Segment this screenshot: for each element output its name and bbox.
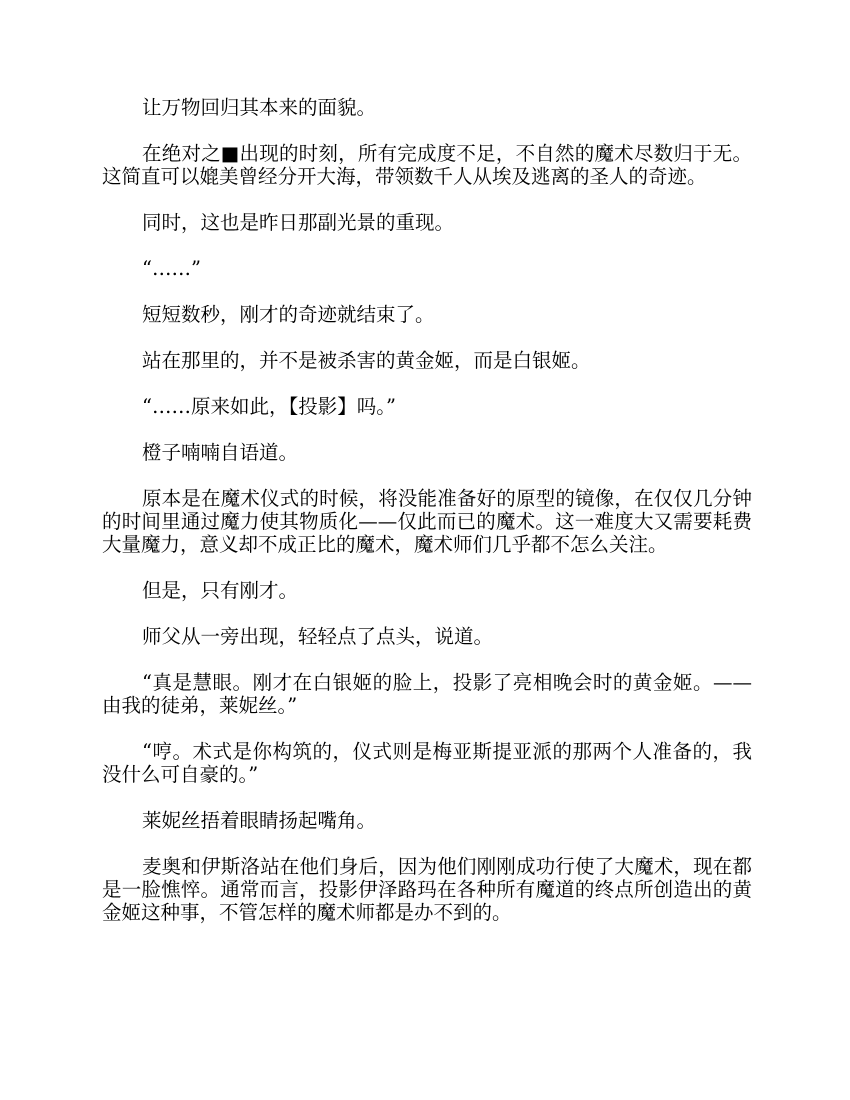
paragraph: “……” [142, 257, 201, 280]
paragraph: 同时，这也是昨日那副光景的重现。 [142, 211, 455, 234]
paragraph: 麦奥和伊斯洛站在他们身后，因为他们刚刚成功行使了大魔术，现在都是一脸憔悴。通常而言，投影伊泽路玛在各种所有魔道的终点所创造出的黄金姬这种事，不管怎样的魔术师都是办不到的。 [102, 855, 752, 924]
paragraph: 师父从一旁出现，轻轻点了点头，说道。 [142, 625, 494, 648]
paragraph: 短短数秒，刚才的奇迹就结束了。 [142, 303, 435, 326]
paragraph: 橙子喃喃自语道。 [142, 441, 299, 464]
paragraph: 但是，只有刚才。 [142, 579, 299, 602]
paragraph: 原本是在魔术仪式的时候，将没能准备好的原型的镜像，在仅仅几分钟的时间里通过魔力使其物质化——仅此而已的魔术。这一难度大又需要耗费大量魔力，意义却不成正比的魔术，魔术师们几乎都不怎么关注。 [102, 487, 752, 556]
document-body [102, 96, 752, 947]
paragraph: 莱妮丝捂着眼睛扬起嘴角。 [142, 809, 377, 832]
paragraph: “哼。术式是你构筑的，仪式则是梅亚斯提亚派的那两个人准备的，我没什么可自豪的。” [102, 740, 752, 786]
paragraph: “真是慧眼。刚才在白银姬的脸上，投影了亮相晚会时的黄金姬。——由我的徒弟，莱妮丝。” [102, 671, 752, 717]
paragraph: “……原来如此，【投影】吗。” [142, 395, 396, 418]
paragraph: 在绝对之■出现的时刻，所有完成度不足，不自然的魔术尽数归于无。这简直可以媲美曾经分开大海，带领数千人从埃及逃离的圣人的奇迹。 [102, 142, 752, 188]
paragraph: 让万物回归其本来的面貌。 [142, 96, 377, 119]
paragraph: 站在那里的，并不是被杀害的黄金姬，而是白银姬。 [142, 349, 591, 372]
